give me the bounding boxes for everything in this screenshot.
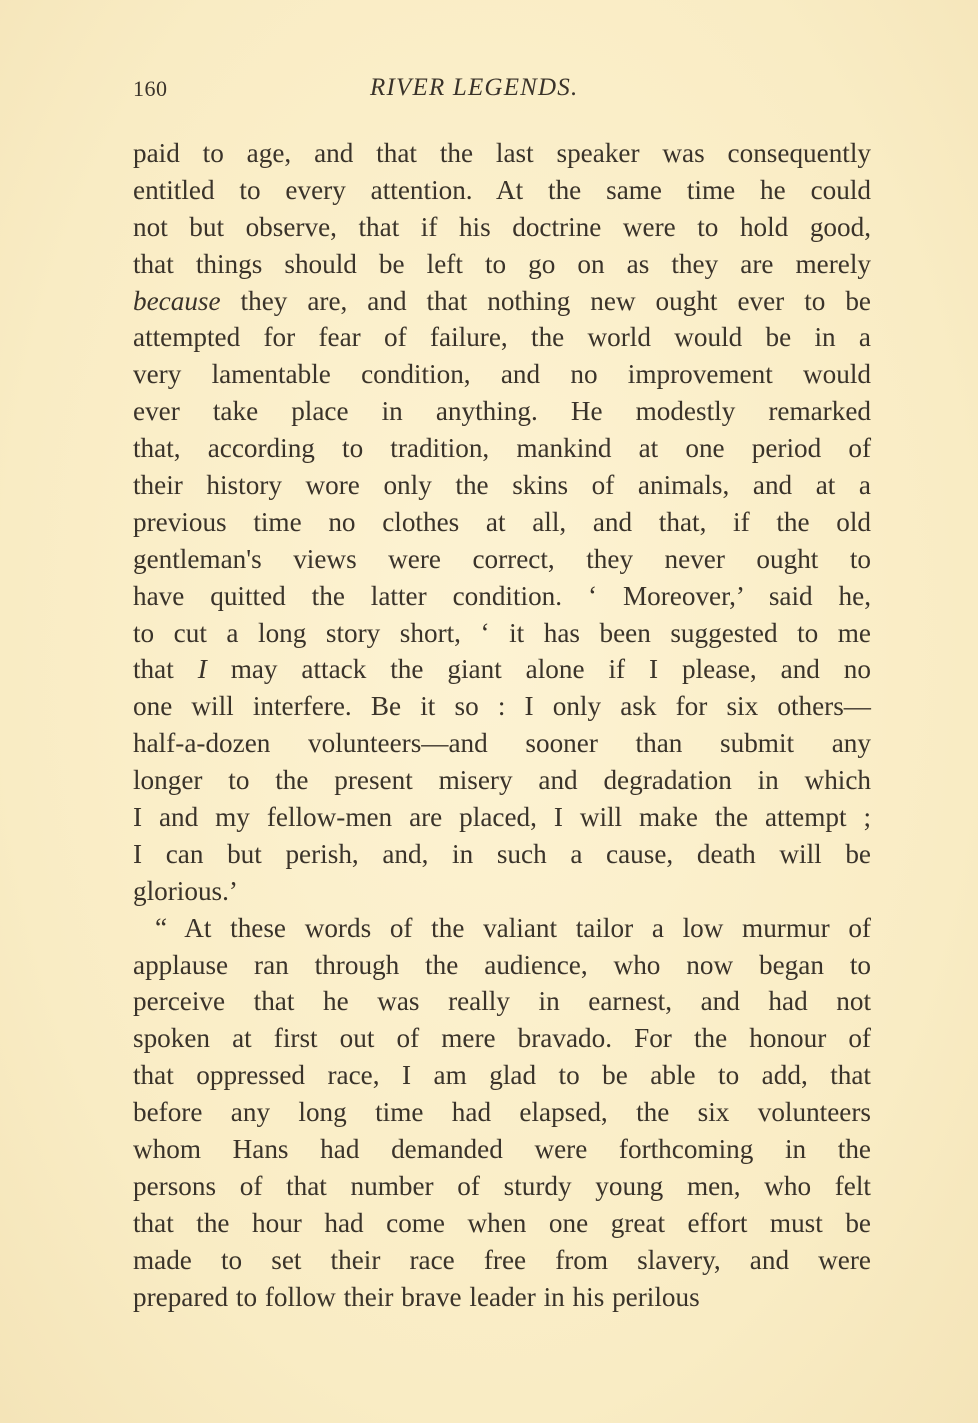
italic-emphasis: I: [197, 654, 207, 685]
text-line: gentleman's views were correct, they never ought to: [133, 543, 871, 574]
text-line: that oppressed race, I am glad to be able to add, that: [133, 1060, 871, 1091]
text-line: to cut a long story short, ‘ it has been suggested to me: [133, 617, 871, 648]
running-head: [133, 70, 871, 110]
page-number: 160: [133, 76, 168, 101]
text-line: applause ran through the audience, who now began to: [133, 949, 871, 980]
text-line: half-a-dozen volunteers—and sooner than submit any: [133, 728, 871, 759]
text-line: made to set their race free from slavery, and were: [133, 1244, 871, 1275]
text-line: “ At these words of the valiant tailor a low murmur of: [155, 912, 871, 943]
text-line: spoken at first out of mere bravado. For the honour of: [133, 1023, 871, 1054]
text-line: because they are, and that nothing new ought ever to be: [133, 285, 871, 316]
italic-emphasis: because: [133, 285, 221, 316]
text-line: glorious.’: [133, 875, 238, 906]
text-line: not but observe, that if his doctrine were to hold good,: [133, 211, 871, 242]
text-line: that, according to tradition, mankind at one period of: [133, 433, 871, 464]
book-page: [133, 70, 871, 1316]
text-line: whom Hans had demanded were forthcoming in the: [133, 1134, 871, 1165]
text-line: ever take place in anything. He modestly remarked: [133, 396, 871, 427]
body-text: [133, 135, 871, 1316]
text-line: very lamentable condition, and no improvement would: [133, 359, 871, 390]
text-line: have quitted the latter condition. ‘ Moreover,’ said he,: [133, 580, 871, 611]
text-line: I and my fellow-men are placed, I will make the attempt ;: [133, 802, 871, 833]
text-line: that the hour had come when one great effort must be: [133, 1207, 871, 1238]
text-line: that I may attack the giant alone if I please, and no: [133, 654, 871, 685]
text-line: paid to age, and that the last speaker was consequently: [133, 138, 871, 168]
text-line: attempted for fear of failure, the world would be in a: [133, 322, 871, 353]
text-line: perceive that he was really in earnest, and had not: [133, 986, 871, 1017]
text-line: prepared to follow their brave leader in his perilous: [133, 1281, 700, 1312]
text-line: one will interfere. Be it so : I only ask for six others—: [133, 691, 871, 722]
text-line: I can but perish, and, in such a cause, death will be: [133, 838, 871, 869]
text-line: before any long time had elapsed, the six volunteers: [133, 1097, 871, 1128]
text-line: previous time no clothes at all, and that, if the old: [133, 506, 871, 537]
text-line: entitled to every attention. At the same time he could: [133, 174, 871, 205]
text-line: longer to the present misery and degradation in which: [133, 765, 871, 796]
text-line: that things should be left to go on as they are merely: [133, 248, 871, 279]
text-line: persons of that number of sturdy young men, who felt: [133, 1170, 871, 1201]
running-title: RIVER LEGENDS.: [370, 74, 579, 101]
text-line: their history wore only the skins of animals, and at a: [133, 470, 871, 501]
